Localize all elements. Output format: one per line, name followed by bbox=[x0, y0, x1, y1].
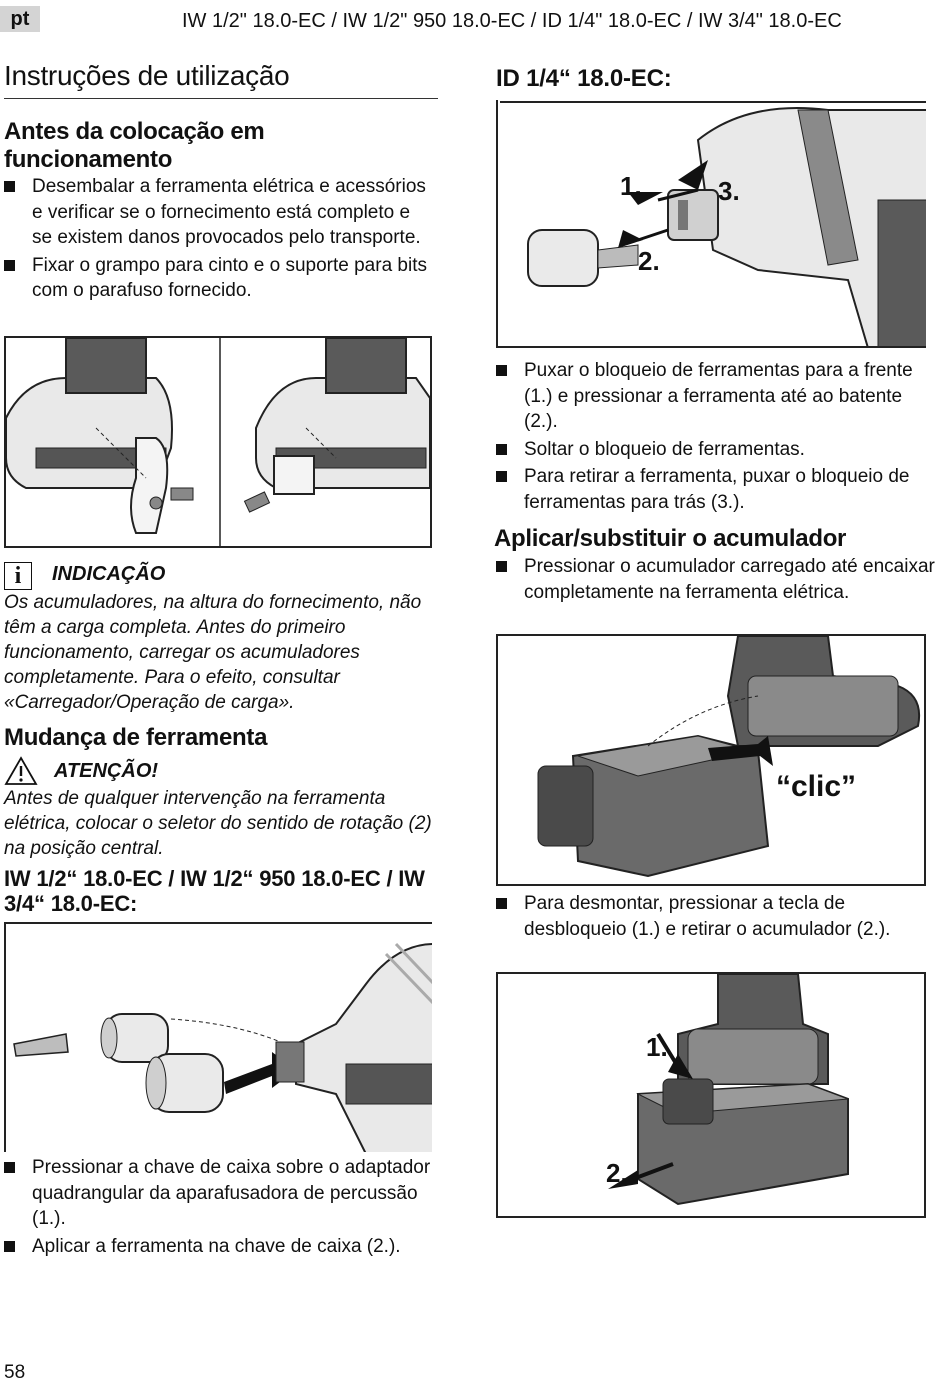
list-item-text: Para desmontar, pressionar a tecla de desbloqueio (1.) e retirar o acumulador (2.). bbox=[524, 893, 891, 940]
running-header: IW 1/2" 18.0-EC / IW 1/2" 950 18.0-EC / ID 1/4" 18.0-EC / IW 3/4" 18.0-EC bbox=[182, 10, 842, 32]
list-item-text: Para retirar a ferramenta, puxar o bloqueio de ferramentas para trás (3.). bbox=[524, 466, 910, 513]
list-item bbox=[496, 464, 936, 515]
battery-remove-list bbox=[496, 891, 936, 944]
list-item-text: Soltar o bloqueio de ferramentas. bbox=[524, 438, 805, 460]
list-item bbox=[4, 174, 434, 251]
step3-label: 3. bbox=[718, 176, 740, 206]
list-item bbox=[4, 1155, 434, 1232]
figure-battery-insert bbox=[496, 634, 926, 886]
bullet-square-icon bbox=[4, 260, 15, 271]
note-label: INDICAÇÃO bbox=[52, 563, 166, 586]
clic-label: “clic” bbox=[776, 770, 857, 803]
battery-insert-illustration bbox=[498, 636, 924, 884]
list-item bbox=[496, 437, 936, 463]
info-icon: i bbox=[4, 562, 32, 590]
note-header bbox=[4, 562, 436, 590]
list-item bbox=[4, 1234, 434, 1260]
page-number: 58 bbox=[4, 1362, 26, 1383]
bullet-square-icon bbox=[4, 181, 15, 192]
list-item bbox=[496, 554, 936, 605]
figure-belt-clip bbox=[4, 336, 432, 548]
remove-step2-label: 2. bbox=[606, 1158, 628, 1188]
list-item-text: Pressionar a chave de caixa sobre o adaptador quadrangular da aparafusadora de percussão (1.). bbox=[32, 1157, 431, 1229]
note-box bbox=[4, 562, 436, 715]
page-title: Instruções de utilização bbox=[4, 60, 290, 91]
list-item bbox=[496, 891, 936, 942]
battery-remove-illustration bbox=[498, 974, 924, 1216]
list-item-text: Desembalar a ferramenta elétrica e acessórios e verificar se o fornecimento está completo e se existem danos provocados pelo transporte. bbox=[32, 176, 426, 248]
figure-socket-mount bbox=[4, 922, 432, 1152]
list-item-text: Fixar o grampo para cinto e o suporte para bits com o parafuso fornecido. bbox=[32, 254, 427, 301]
warning-box bbox=[4, 756, 436, 861]
bullet-square-icon bbox=[496, 444, 507, 455]
language-badge: pt bbox=[0, 6, 40, 32]
battery-heading: Aplicar/substituir o acumulador bbox=[494, 525, 847, 552]
bullet-square-icon bbox=[496, 471, 507, 482]
title-divider bbox=[4, 98, 438, 99]
bit-insert-illustration bbox=[498, 100, 926, 348]
list-item-text: Puxar o bloqueio de ferramentas para a frente (1.) e pressionar a ferramenta até ao batente (2.). bbox=[524, 360, 913, 432]
socket-mount-illustration bbox=[6, 924, 432, 1152]
bullet-square-icon bbox=[4, 1241, 15, 1252]
warning-label: ATENÇÃO! bbox=[54, 759, 159, 782]
bullet-square-icon bbox=[4, 1162, 15, 1173]
step2-label: 2. bbox=[638, 246, 660, 276]
model-heading-iw: IW 1/2“ 18.0-EC / IW 1/2“ 950 18.0-EC / IW 3/4“ 18.0-EC: bbox=[4, 866, 425, 916]
before-use-list bbox=[4, 174, 434, 306]
step1-label: 1. bbox=[620, 171, 642, 201]
figure-battery-remove bbox=[496, 972, 926, 1218]
note-text: Os acumuladores, na altura do fornecimento, não têm a carga completa. Antes do primeiro funcionamento, carregar os acumuladores completamente. Para o efeito, consultar «Carregador/Operação de carga». bbox=[4, 592, 422, 713]
warning-header bbox=[4, 756, 436, 786]
figure-bit-insert bbox=[496, 100, 926, 348]
before-use-heading: Antes da colocação em funcionamento bbox=[4, 118, 265, 173]
belt-clip-illustration bbox=[6, 338, 430, 546]
model-heading-id: ID 1/4“ 18.0-EC: bbox=[496, 65, 672, 92]
bullet-square-icon bbox=[496, 898, 507, 909]
list-item-text: Aplicar a ferramenta na chave de caixa (2.). bbox=[32, 1235, 401, 1257]
id-steps-list bbox=[496, 358, 936, 517]
bullet-square-icon bbox=[496, 561, 507, 572]
remove-step1-label: 1. bbox=[646, 1032, 668, 1062]
battery-insert-list bbox=[496, 554, 936, 607]
tool-change-heading: Mudança de ferramenta bbox=[4, 724, 268, 751]
warning-triangle-icon bbox=[4, 756, 38, 786]
list-item bbox=[496, 358, 936, 435]
list-item-text: Pressionar o acumulador carregado até encaixar completamente na ferramenta elétrica. bbox=[524, 556, 935, 603]
list-item bbox=[4, 253, 434, 304]
tool-change-list bbox=[4, 1155, 434, 1261]
bullet-square-icon bbox=[496, 365, 507, 376]
warning-text: Antes de qualquer intervenção na ferramenta elétrica, colocar o seletor do sentido de rotação (2) na posição central. bbox=[4, 788, 432, 859]
